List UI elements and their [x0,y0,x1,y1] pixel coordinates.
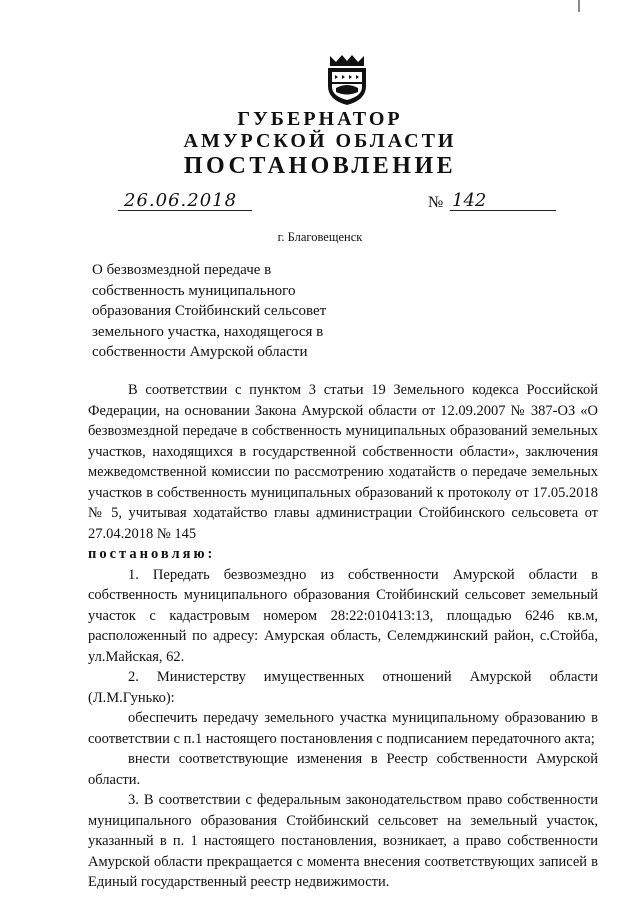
subject-line: образования Стойбинский сельсовет [92,303,327,320]
subject-line: О безвозмездной передаче в [92,262,272,278]
document-body [88,380,598,893]
subject-line: собственности Амурской области [92,344,308,361]
number-field [450,190,556,211]
subject-line: собственность муниципального [92,282,296,299]
city-label: г. Благовещенск [277,230,363,244]
number-sign: № [428,194,444,211]
scan-artifact [578,0,580,12]
subject-block [92,260,382,363]
date-field [118,190,252,211]
item-1-paragraph: 1. Передать безвозмездно из собственности Амурской области в собственность муниципального образования Стойбинский сельсовет земельный участок с кадастровым номером 28:22:010413:13, площадью 6246 кв.м, расположенный по адресу: Амурская область, Селемджинский район, с.Стойба, ул.Майская, 62. [88,566,598,665]
decree-word: постановляю: [88,546,216,562]
date-value: 26.06.2018 [124,190,238,211]
subject-line: земельного участка, находящегося в [92,323,324,340]
document-type-heading: ПОСТАНОВЛЕНИЕ [183,153,457,179]
item-2b-paragraph: внести соответствующие изменения в Реестр собственности Амурской области. [88,751,598,788]
coat-of-arms-icon [322,52,372,106]
item-2a-paragraph: обеспечить передачу земельного участка муниципальному образованию в соответствии с п.1 настоящего постановления с подписанием передаточного акта; [88,710,598,747]
item-2-paragraph: 2. Министерству имущественных отношений Амурской области (Л.М.Гунько): [88,669,598,706]
governor-heading: ГУБЕРНАТОР [237,108,403,130]
item-3-paragraph: 3. В соответствии с федеральным законодательством право собственности муниципального образования Стойбинский сельсовет на земельный участок, указанный в п. 1 настоящего постановления, возникает, а право собственности Амурской области прекращается с момента внесения соответствующих записей в Единый государственный реестр недвижимости. [88,792,598,890]
number-value: 142 [452,190,487,211]
preamble-paragraph: В соответствии с пунктом 3 статьи 19 Земельного кодекса Российской Федерации, на основании Закона Амурской области от 12.09.2007 № 387-ОЗ «О безвозмездной передаче в собственность муниципальных образований земельных участков, находящихся в государственной собственности области», заключения межведомственной комиссии по рассмотрению ходатайств о передаче земельных участков в собственность муниципальных образований к протоколу от 17.05.2018 № 5, учитывая ходатайство главы администрации Стойбинского сельсовета от 27.04.2018 № 145 [88,382,598,542]
region-heading: АМУРСКОЙ ОБЛАСТИ [183,130,457,152]
